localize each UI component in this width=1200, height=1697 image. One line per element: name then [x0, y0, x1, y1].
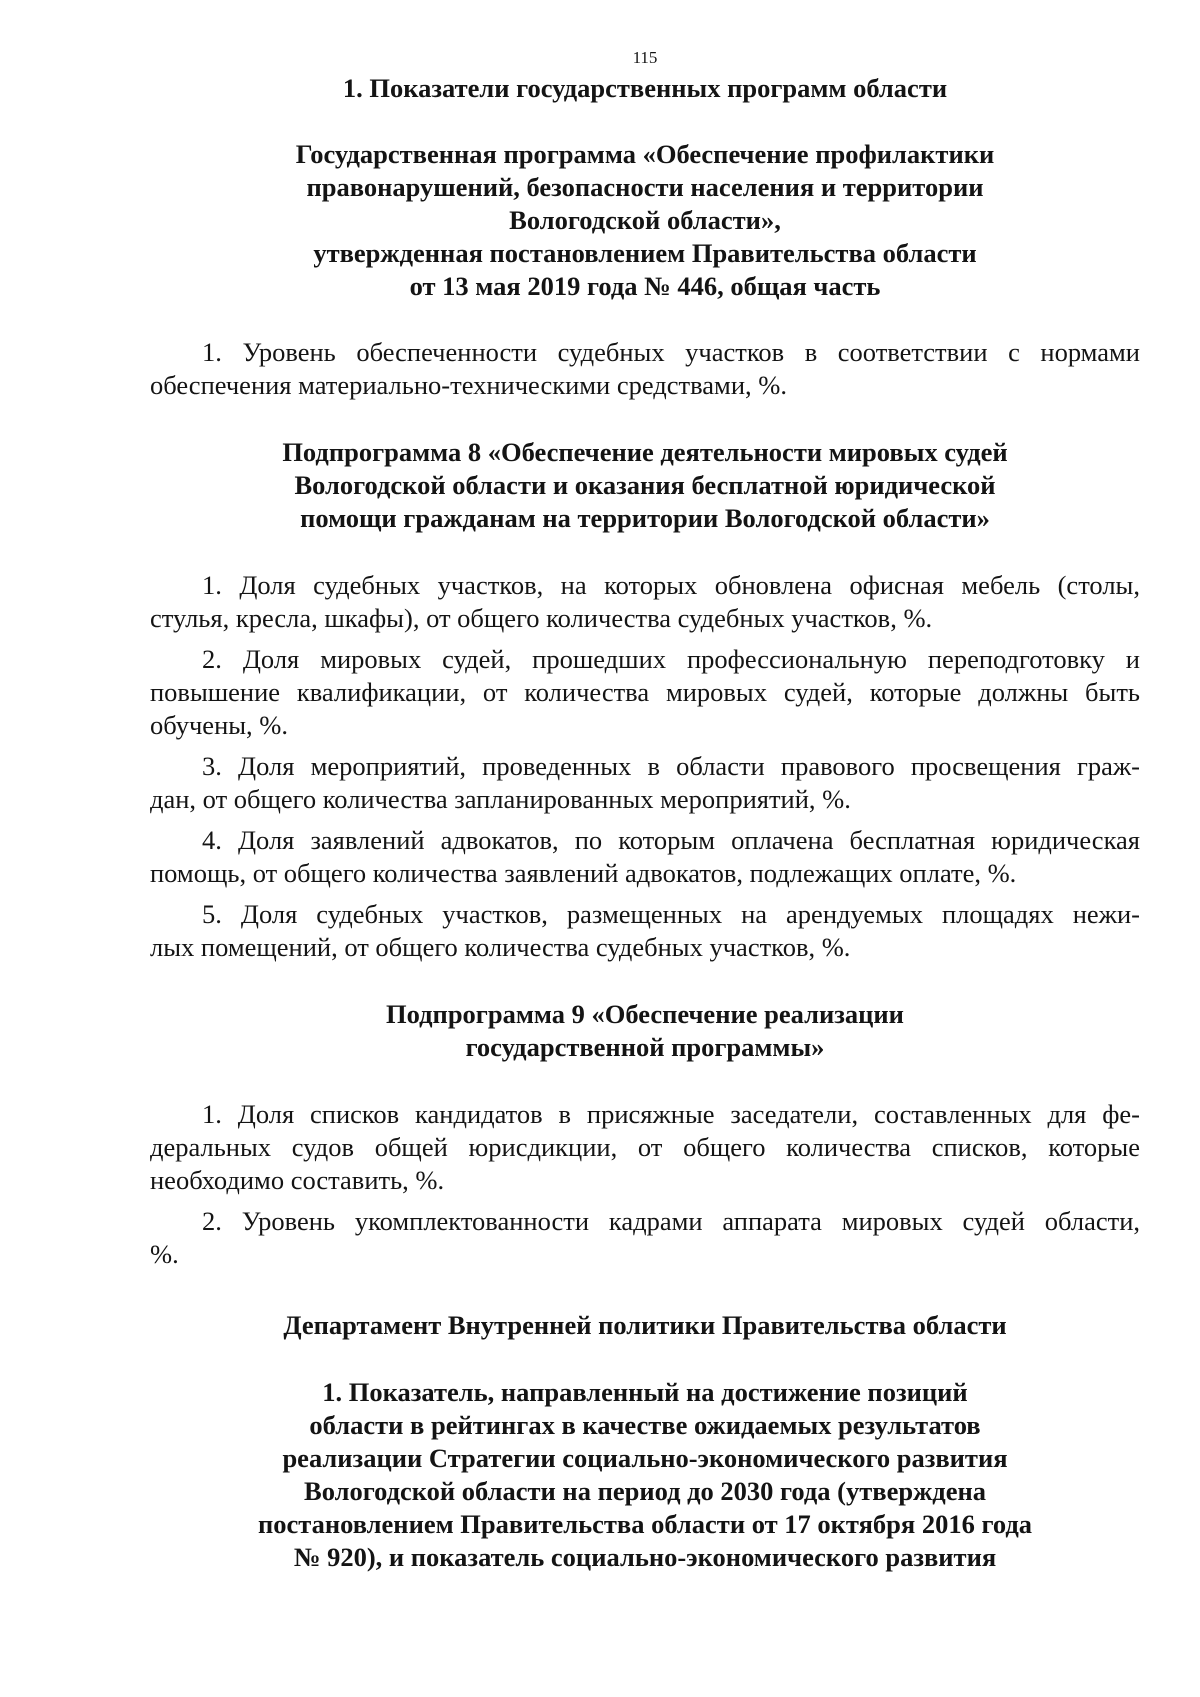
item-continuation: деральных судов общей юрисдикции, от общего количества списков, которые необходимо составить, %.: [150, 1132, 1140, 1195]
subprogram9-heading-line: государственной программы»: [465, 1032, 825, 1062]
indicator-heading-line: постановлением Правительства области от 17 октября 2016 года: [257, 1509, 1032, 1539]
item-first-line: 5. Доля судебных участков, размещенных на арендуемых площадях нежи-: [202, 899, 1140, 929]
item-continuation: %.: [150, 1239, 179, 1269]
subprogram9-item: [150, 1098, 1140, 1197]
subprogram9-item: [150, 1205, 1140, 1271]
program-heading-line: от 13 мая 2019 года № 446, общая часть: [409, 271, 881, 301]
subprogram8-item: [150, 569, 1140, 635]
item-continuation: стулья, кресла, шкафы), от общего количества судебных участков, %.: [150, 603, 933, 633]
subprogram8-heading: [150, 436, 1140, 535]
item-first-line: 1. Доля судебных участков, на которых обновлена офисная мебель (столы,: [202, 570, 1140, 600]
indicator-heading-line: № 920), и показатель социально-экономического развития: [293, 1542, 997, 1572]
section-title: [150, 72, 1140, 105]
subprogram8-item: [150, 750, 1140, 816]
item-first-line: 3. Доля мероприятий, проведенных в области правового просвещения граж-: [202, 751, 1140, 781]
program-heading: [150, 138, 1140, 303]
subprogram8-item: [150, 898, 1140, 964]
program-heading-line: Вологодской области»,: [509, 205, 781, 235]
indicator-heading-line: 1. Показатель, направленный на достижение позиций: [322, 1377, 968, 1407]
document-page: [150, 48, 1140, 1574]
program-heading-line: Государственная программа «Обеспечение профилактики: [295, 139, 995, 169]
item-continuation: помощь, от общего количества заявлений адвокатов, подлежащих оплате, %.: [150, 858, 1017, 888]
item-continuation: дан, от общего количества запланированных мероприятий, %.: [150, 784, 851, 814]
subprogram9-heading-line: Подпрограмма 9 «Обеспечение реализации: [386, 999, 904, 1029]
program-heading-line: утвержденная постановлением Правительства области: [313, 238, 977, 268]
item-continuation: повышение квалификации, от количества мировых судей, которые должны быть обучены, %.: [150, 677, 1140, 740]
item-first-line: 1. Уровень обеспеченности судебных участков в соответствии с нормами: [202, 337, 1140, 367]
indicator-heading: [150, 1376, 1140, 1574]
program-indicator-item: [150, 336, 1140, 402]
item-first-line: 2. Уровень укомплектованности кадрами аппарата мировых судей области,: [202, 1206, 1140, 1236]
subprogram8-heading-line: помощи гражданам на территории Вологодской области»: [300, 503, 990, 533]
section-title-text: 1. Показатели государственных программ области: [342, 73, 948, 103]
subprogram9-heading: [150, 998, 1140, 1064]
program-heading-line: правонарушений, безопасности населения и территории: [306, 172, 984, 202]
item-first-line: 4. Доля заявлений адвокатов, по которым оплачена бесплатная юридическая: [202, 825, 1140, 855]
subprogram8-item: [150, 643, 1140, 742]
indicator-heading-line: области в рейтингах в качестве ожидаемых результатов: [309, 1410, 981, 1440]
indicator-heading-line: реализации Стратегии социально-экономического развития: [282, 1443, 1008, 1473]
subprogram8-item: [150, 824, 1140, 890]
item-continuation: лых помещений, от общего количества судебных участков, %.: [150, 932, 851, 962]
page-number: 115: [632, 48, 658, 67]
item-first-line: 1. Доля списков кандидатов в присяжные заседатели, составленных для фе-: [202, 1099, 1140, 1129]
subprogram8-heading-line: Вологодской области и оказания бесплатной юридической: [294, 470, 996, 500]
indicator-heading-line: Вологодской области на период до 2030 года (утверждена: [304, 1476, 986, 1506]
item-first-line: 2. Доля мировых судей, прошедших профессиональную переподготовку и: [202, 644, 1140, 674]
item-continuation: обеспечения материально-техническими средствами, %.: [150, 370, 787, 400]
department-heading: [150, 1309, 1140, 1342]
subprogram8-heading-line: Подпрограмма 8 «Обеспечение деятельности мировых судей: [282, 437, 1008, 467]
department-heading-text: Департамент Внутренней политики Правительства области: [283, 1310, 1007, 1340]
